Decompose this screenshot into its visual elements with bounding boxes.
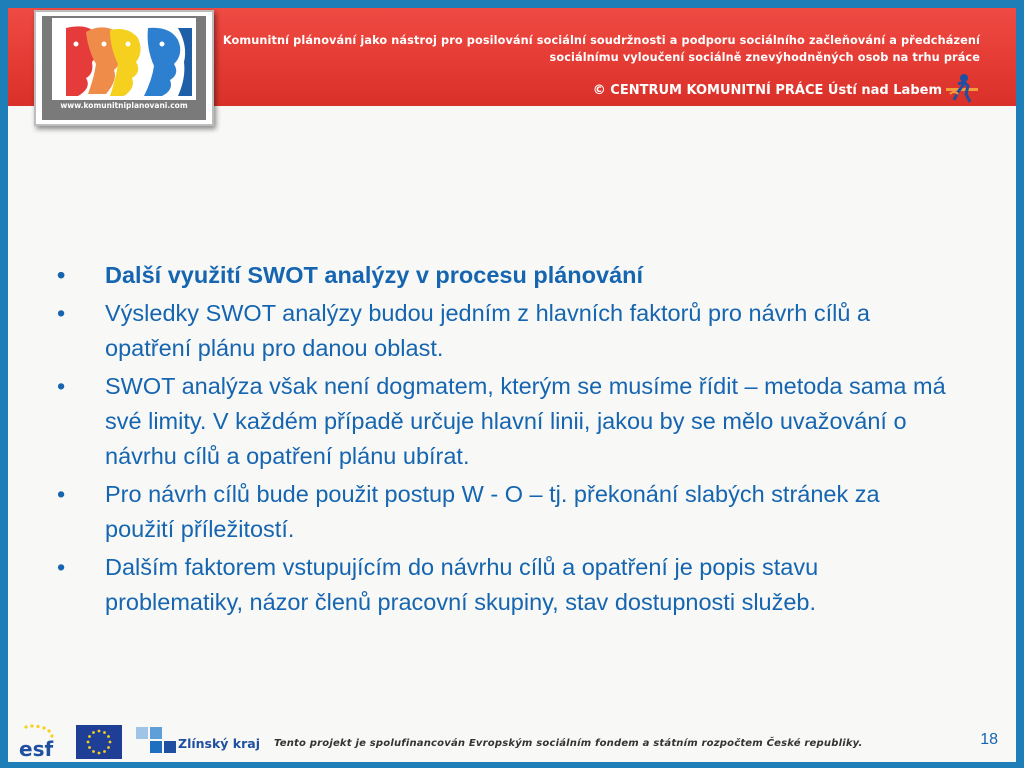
list-item — [52, 477, 952, 547]
bullet-point: • — [57, 373, 66, 399]
faces-logo-image — [52, 18, 196, 100]
region-name: Zlínský kraj — [178, 736, 260, 751]
bullet-text: Další využití SWOT analýzy v procesu plánování — [105, 262, 644, 288]
community-planning-logo — [34, 10, 214, 126]
funding-notice: Tento projekt je spolufinancován Evropským sociálním fondem a státním rozpočtem České republiky. — [274, 738, 863, 749]
bullet-text: SWOT analýza však není dogmatem, kterým se musíme řídit – metoda sama má své limity. V každém případě určuje hlavní linii, jakou by se mělo uvažování o návrhu cílů a opatření plánu ubírat. — [105, 373, 946, 469]
project-title-line-2: sociálnímu vyloučení sociálně znevýhodněných osob na trhu práce — [549, 51, 980, 64]
page-number: 18 — [980, 731, 998, 748]
copyright-text: © CENTRUM KOMUNITNÍ PRÁCE Ústí nad Labem — [592, 83, 942, 98]
bullet-list — [52, 258, 952, 623]
community-center-logo — [944, 72, 980, 104]
list-item — [52, 550, 952, 620]
esf-label: esf — [19, 737, 54, 759]
bullet-text: Výsledky SWOT analýzy budou jedním z hlavních faktorů pro návrh cílů a opatření plánu pro danou oblast. — [105, 300, 870, 361]
list-item — [52, 258, 952, 293]
bullet-point: • — [57, 554, 66, 580]
bullet-point: • — [57, 481, 66, 507]
bullet-text: Dalším faktorem vstupujícím do návrhu cílů a opatření je popis stavu problematiky, názor členů pracovní skupiny, stav dostupnosti služeb. — [105, 554, 819, 615]
project-title-line-1: Komunitní plánování jako nástroj pro posilování sociální soudržnosti a podporu sociálního začleňování a předcházení — [222, 34, 980, 47]
esf-logo — [16, 723, 60, 759]
list-item — [52, 296, 952, 366]
footer — [8, 713, 1016, 768]
bullet-point: • — [57, 262, 66, 288]
bullet-text: Pro návrh cílů bude použit postup W - O – tj. překonání slabých stránek za použití příležitostí. — [105, 481, 880, 542]
bullet-point: • — [57, 300, 66, 326]
zlin-region-logo — [136, 727, 176, 755]
list-item — [52, 369, 952, 474]
eu-flag-icon — [76, 725, 122, 759]
logo-url-text: www.komunitniplanovani.com — [60, 101, 188, 110]
